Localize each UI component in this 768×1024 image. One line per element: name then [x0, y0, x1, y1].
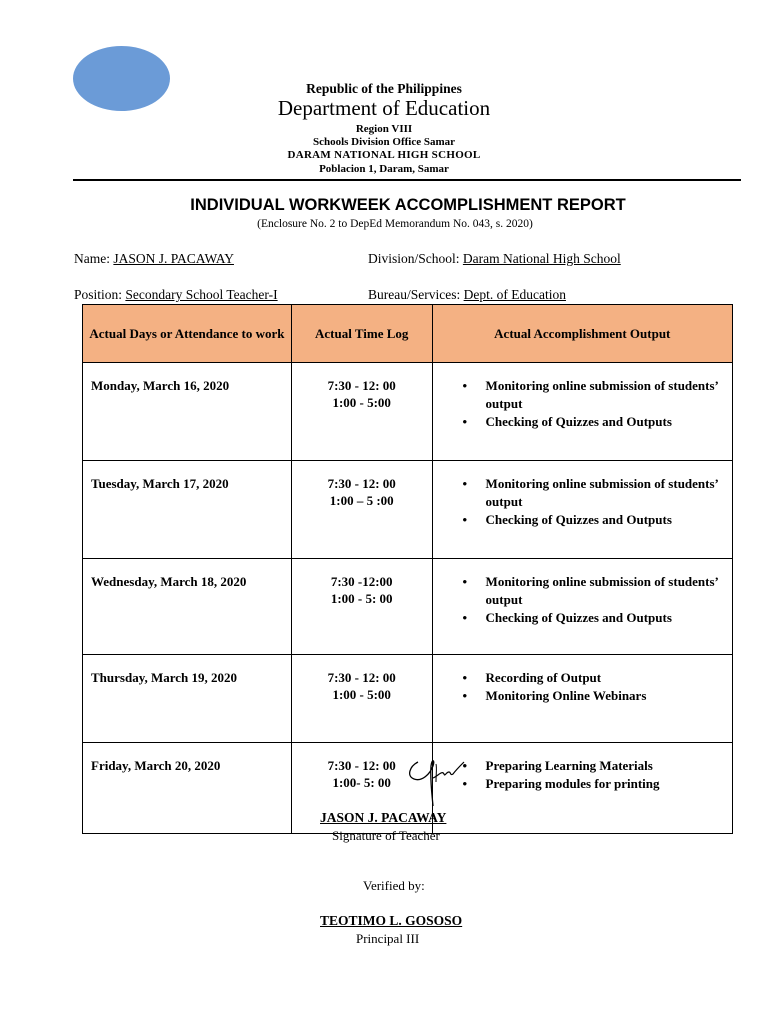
- time-cell: [291, 461, 432, 559]
- name-field: [74, 251, 234, 267]
- table-row: [83, 655, 733, 743]
- teacher-name: JASON J. PACAWAY: [320, 810, 447, 825]
- header-days: Actual Days or Attendance to work: [83, 305, 292, 363]
- report-enclosure: (Enclosure No. 2 to DepEd Memorandum No. 043, s. 2020): [257, 218, 533, 230]
- time-am: 7:30 -12:00: [330, 574, 393, 589]
- position-label: Position:: [74, 287, 123, 302]
- teacher-role: Signature of Teacher: [332, 828, 440, 843]
- time-cell: [291, 559, 432, 655]
- name-label: Name:: [74, 251, 110, 266]
- time-pm: 1:00 - 5: 00: [330, 591, 393, 606]
- division-label: Division/School:: [368, 251, 460, 266]
- header-accomplishment: Actual Accomplishment Output: [432, 305, 732, 363]
- division-heading: Schools Division Office Samar: [312, 136, 456, 148]
- report-title: INDIVIDUAL WORKWEEK ACCOMPLISHMENT REPORT: [190, 196, 626, 214]
- table-row: [83, 559, 733, 655]
- division-value: Daram National High School: [462, 251, 621, 266]
- output-item: • Monitoring online submission of students’ output: [463, 377, 728, 413]
- region-heading: Region VIII: [355, 123, 413, 135]
- time-am: 7:30 - 12: 00: [327, 758, 396, 773]
- position-field: [74, 287, 278, 303]
- bureau-value: Dept. of Education: [463, 287, 566, 302]
- signature-icon: [400, 752, 472, 808]
- department-heading: Department of Education: [277, 96, 491, 120]
- day-cell: Thursday, March 19, 2020: [83, 655, 292, 743]
- output-item: • Monitoring online submission of students’ output: [463, 573, 728, 609]
- time-pm: 1:00- 5: 00: [332, 775, 391, 790]
- header-divider: [73, 179, 741, 181]
- output-cell: [432, 559, 732, 655]
- division-field: [368, 251, 621, 267]
- output-item: • Preparing modules for printing: [463, 775, 728, 793]
- name-value: JASON J. PACAWAY: [113, 251, 234, 266]
- header-time-log: Actual Time Log: [291, 305, 432, 363]
- address-heading: Poblacion 1, Daram, Samar: [319, 163, 449, 175]
- output-item: • Checking of Quizzes and Outputs: [463, 413, 728, 431]
- output-cell: [432, 655, 732, 743]
- output-item: • Recording of Output: [463, 669, 728, 687]
- output-cell: [432, 363, 732, 461]
- bureau-label: Bureau/Services:: [368, 287, 461, 302]
- time-cell: [291, 655, 432, 743]
- principal-role: Principal III: [356, 931, 420, 946]
- table-row: [83, 461, 733, 559]
- output-item: • Monitoring online submission of students’ output: [463, 475, 728, 511]
- time-pm: 1:00 - 5:00: [332, 687, 391, 702]
- time-am: 7:30 - 12: 00: [327, 476, 396, 491]
- output-item: • Monitoring Online Webinars: [463, 687, 728, 705]
- time-pm: 1:00 – 5 :00: [329, 493, 394, 508]
- output-item: • Checking of Quizzes and Outputs: [463, 511, 728, 529]
- bureau-field: [368, 287, 566, 303]
- table-row: [83, 363, 733, 461]
- time-am: 7:30 - 12: 00: [327, 378, 396, 393]
- time-am: 7:30 - 12: 00: [327, 670, 396, 685]
- table-header-row: [83, 305, 733, 363]
- school-heading: DARAM NATIONAL HIGH SCHOOL: [287, 149, 481, 161]
- output-cell: [432, 461, 732, 559]
- republic-heading: Republic of the Philippines: [306, 81, 462, 96]
- day-cell: Friday, March 20, 2020: [83, 743, 292, 834]
- day-cell: Tuesday, March 17, 2020: [83, 461, 292, 559]
- day-cell: Wednesday, March 18, 2020: [83, 559, 292, 655]
- time-pm: 1:00 - 5:00: [332, 395, 391, 410]
- verified-label: Verified by:: [363, 878, 425, 893]
- output-item: • Checking of Quizzes and Outputs: [463, 609, 728, 627]
- output-cell: [432, 743, 732, 834]
- principal-name: TEOTIMO L. GOSOSO: [320, 913, 463, 928]
- day-cell: Monday, March 16, 2020: [83, 363, 292, 461]
- output-item: • Preparing Learning Materials: [463, 757, 728, 775]
- time-cell: [291, 363, 432, 461]
- position-value: Secondary School Teacher-I: [125, 287, 278, 302]
